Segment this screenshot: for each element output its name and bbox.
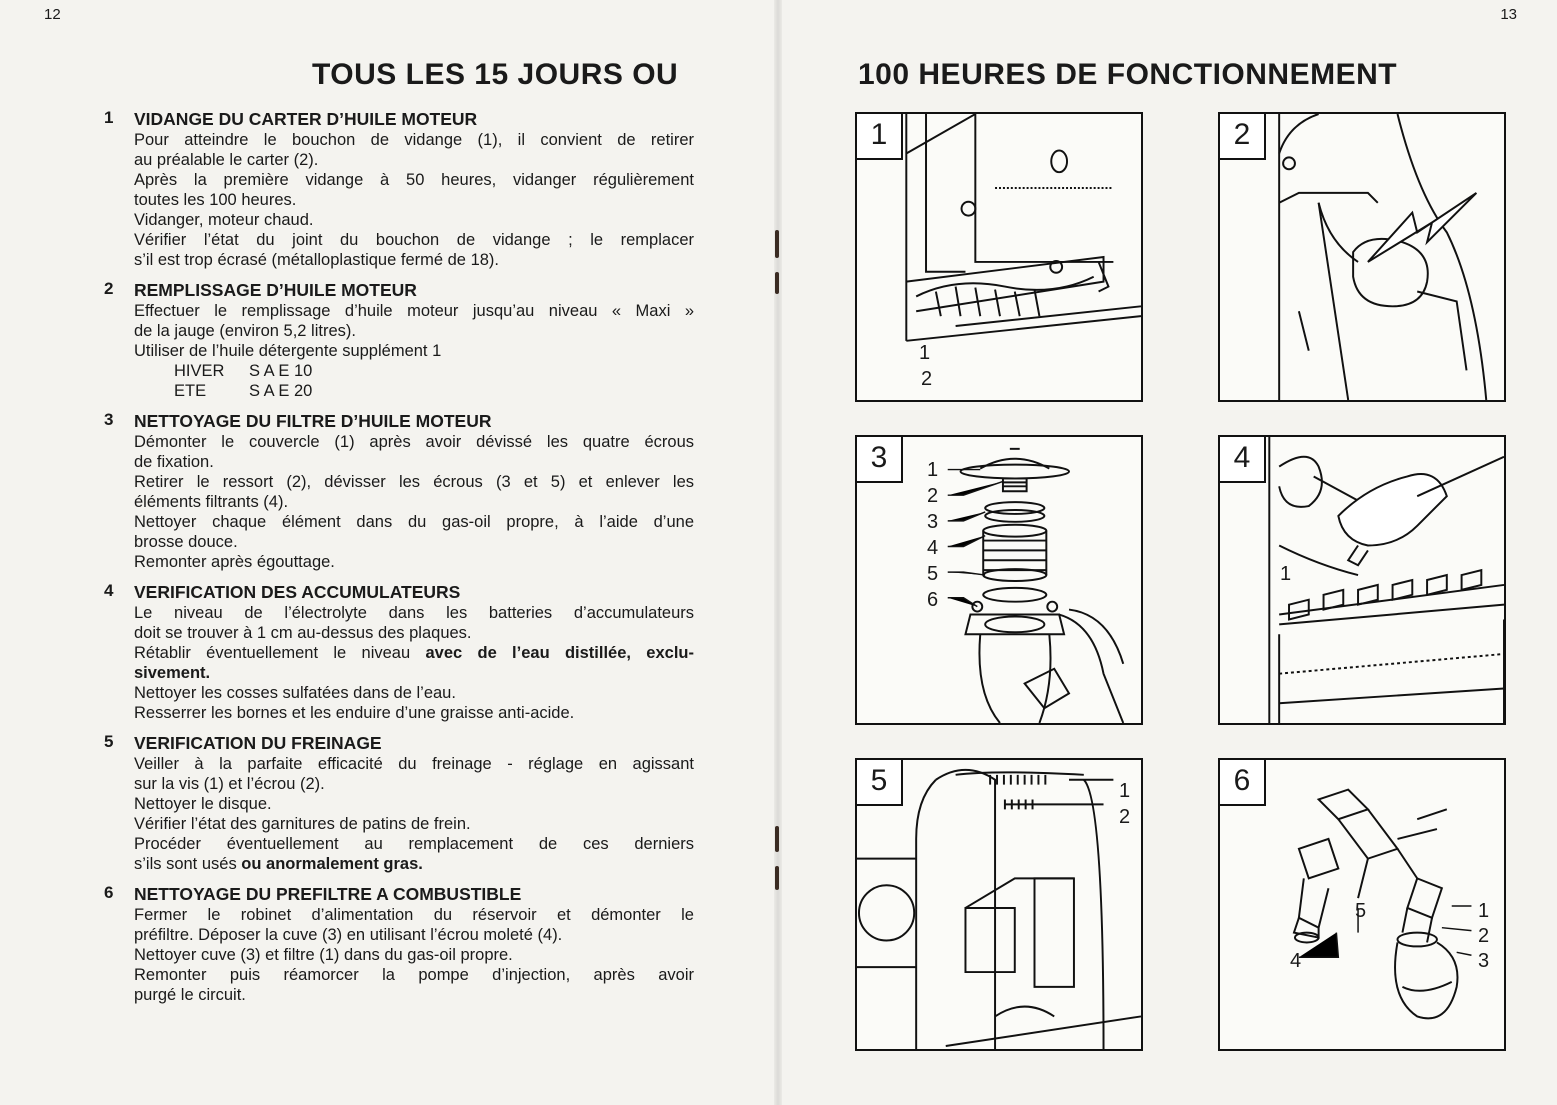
staple-mark [775, 230, 779, 258]
staple-mark [775, 826, 779, 852]
staple-mark [775, 866, 779, 890]
text-line: au préalable le carter (2). [134, 151, 319, 169]
callout-label: 2 [1478, 925, 1490, 947]
section-body [134, 905, 694, 1005]
text-line: Remonter après égouttage. [134, 553, 335, 571]
oil-grade-row [174, 381, 694, 401]
callout-label: 2 [927, 485, 939, 507]
text-line: Pour atteindre le bouchon de vidange (1), il convient de retirer [134, 131, 694, 149]
callout-label: 1 [1280, 563, 1292, 585]
text-line: Nettoyer les cosses sulfatées dans de l’eau. [134, 684, 456, 702]
text-line [134, 854, 694, 874]
oil-grade: S A E 20 [249, 382, 313, 400]
text-line: Utiliser de l’huile détergente supplément 1 [134, 342, 442, 360]
section-brakes [104, 732, 694, 874]
callout-label: 1 [919, 342, 931, 364]
figure-5-brakes [855, 758, 1143, 1051]
text-line-bold: sivement. [134, 664, 211, 682]
oil-grade-row [174, 361, 694, 381]
callout-label: 3 [1478, 950, 1490, 972]
figure-number: 5 [857, 760, 903, 806]
figure-6-fuel-prefilter [1218, 758, 1506, 1051]
figure-3-oil-filter [855, 435, 1143, 725]
text-line: Remonter puis réamorcer la pompe d’injection, après avoir [134, 966, 694, 984]
binding-gutter [774, 0, 782, 1105]
figure-number: 6 [1220, 760, 1266, 806]
section-number: 1 [104, 108, 114, 127]
text-line: s’il est trop écrasé (métalloplastique fermé de 18). [134, 251, 499, 269]
text-line: de fixation. [134, 453, 214, 471]
section-title: NETTOYAGE DU PREFILTRE A COMBUSTIBLE [134, 884, 522, 904]
section-body [134, 130, 694, 270]
text-line: Vérifier l’état des garnitures de patins de frein. [134, 815, 471, 833]
section-body [134, 432, 694, 572]
section-number: 4 [104, 581, 114, 600]
section-title: VERIFICATION DU FREINAGE [134, 733, 382, 753]
figure-2-oil-fill [1218, 112, 1506, 402]
section-body [134, 603, 694, 723]
callout-label: 5 [927, 563, 939, 585]
section-oil-drain [104, 108, 694, 270]
section-batteries [104, 581, 694, 723]
section-title: VERIFICATION DES ACCUMULATEURS [134, 582, 461, 602]
callout-label: 5 [1355, 900, 1367, 922]
callout-label: 2 [1119, 806, 1131, 828]
text-line: préfiltre. Déposer la cuve (3) en utilisant l’écrou moleté (4). [134, 926, 563, 944]
page-title-left: TOUS LES 15 JOURS OU [312, 58, 679, 91]
text-line: toutes les 100 heures. [134, 191, 297, 209]
section-number: 6 [104, 883, 114, 902]
text-line: éléments filtrants (4). [134, 493, 289, 511]
page-number-left: 12 [44, 6, 61, 23]
section-number: 3 [104, 410, 114, 429]
text-line: brosse douce. [134, 533, 238, 551]
text-line: Vérifier l’état du joint du bouchon de vidange ; le remplacer [134, 231, 694, 249]
text-line: Après la première vidange à 50 heures, vidanger régulièrement [134, 171, 694, 189]
oil-season: HIVER [174, 362, 225, 380]
section-title: REMPLISSAGE D’HUILE MOTEUR [134, 280, 417, 300]
callout-label: 1 [1478, 900, 1490, 922]
text-line: sur la vis (1) et l’écrou (2). [134, 775, 325, 793]
figure-number: 1 [857, 114, 903, 160]
callout-label: 3 [927, 511, 939, 533]
section-body [134, 754, 694, 874]
text-line: Nettoyer le disque. [134, 795, 272, 813]
oil-grade-table [174, 361, 694, 401]
section-title: VIDANGE DU CARTER D’HUILE MOTEUR [134, 109, 478, 129]
text-run: Rétablir éventuellement le niveau [134, 644, 426, 662]
callout-label: 1 [1119, 780, 1131, 802]
callout-label: 2 [921, 368, 933, 390]
text-line: Effectuer le remplissage d’huile moteur jusqu’au niveau « Maxi » [134, 302, 694, 320]
oil-grade: S A E 10 [249, 362, 313, 380]
section-number: 2 [104, 279, 114, 298]
text-line: Retirer le ressort (2), dévisser les écrous (3 et 5) et enlever les [134, 473, 694, 491]
figure-number: 2 [1220, 114, 1266, 160]
figure-number: 3 [857, 437, 903, 483]
callout-label: 1 [927, 459, 939, 481]
callout-label: 4 [1290, 950, 1302, 972]
callout-label: 4 [927, 537, 939, 559]
maintenance-sections [104, 108, 694, 1014]
staple-mark [775, 272, 779, 294]
text-line: Démonter le couvercle (1) après avoir dévissé les quatre écrous [134, 433, 694, 451]
text-line: Procéder éventuellement au remplacement de ces derniers [134, 835, 694, 853]
text-line [134, 643, 694, 663]
text-line: Nettoyer cuve (3) et filtre (1) dans du gas-oil propre. [134, 946, 513, 964]
figure-4-batteries [1218, 435, 1506, 725]
text-line: doit se trouver à 1 cm au-dessus des plaques. [134, 624, 472, 642]
text-line: Fermer le robinet d’alimentation du réservoir et démonter le [134, 906, 694, 924]
callout-label: 6 [927, 589, 939, 611]
page-number-right: 13 [1500, 6, 1517, 23]
text-line: Le niveau de l’électrolyte dans les batteries d’accumulateurs [134, 604, 694, 622]
figure-1-oil-sump [855, 112, 1143, 402]
text-run: s’ils sont usés [134, 855, 242, 873]
text-line: Resserrer les bornes et les enduire d’une graisse anti-acide. [134, 704, 575, 722]
text-line: Nettoyer chaque élément dans du gas-oil propre, à l’aide d’une [134, 513, 694, 531]
section-title: NETTOYAGE DU FILTRE D’HUILE MOTEUR [134, 411, 492, 431]
text-line: de la jauge (environ 5,2 litres). [134, 322, 356, 340]
text-line: Vidanger, moteur chaud. [134, 211, 314, 229]
section-oil-filter [104, 410, 694, 572]
oil-season: ETE [174, 382, 207, 400]
figure-number: 4 [1220, 437, 1266, 483]
page-title-right: 100 HEURES DE FONCTIONNEMENT [858, 58, 1398, 91]
section-fuel-prefilter [104, 883, 694, 1005]
text-run-bold: avec de l’eau distillée, exclu- [425, 644, 694, 662]
section-oil-fill [104, 279, 694, 401]
text-run-bold: ou anormalement gras. [241, 855, 423, 873]
text-line: Veiller à la parfaite efficacité du freinage - réglage en agissant [134, 755, 694, 773]
section-number: 5 [104, 732, 114, 751]
text-line: purgé le circuit. [134, 986, 246, 1004]
section-body [134, 301, 694, 401]
